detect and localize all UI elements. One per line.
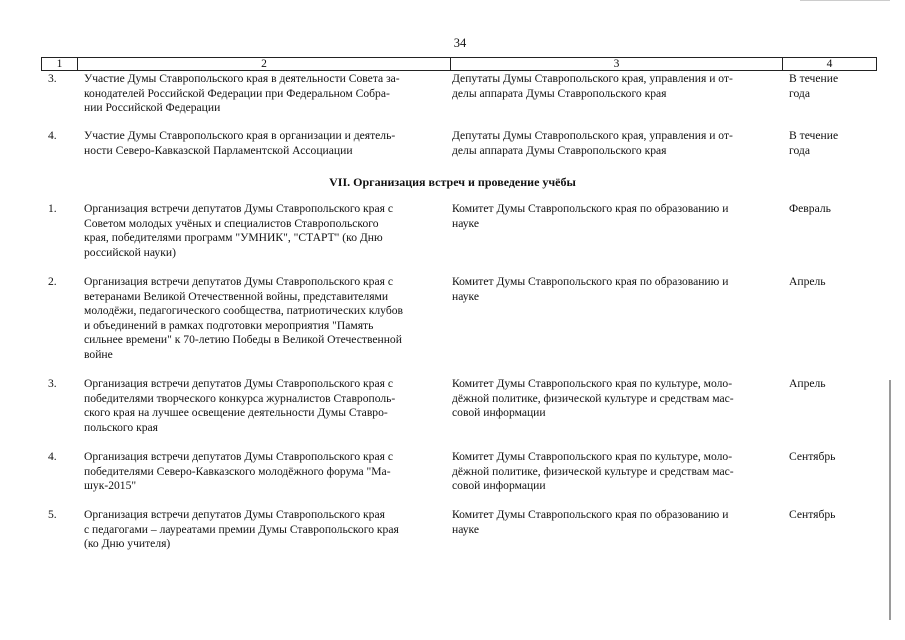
row-term: Февраль (789, 202, 831, 215)
row-description: Организация встречи депутатов Думы Ставропольского края с педагогами – лауреатами премии Думы Ставропольского края (ко Дню учителя) (84, 508, 399, 551)
row-description: Участие Думы Ставропольского края в деятельности Совета за- конодателей Российской Федерации при Федеральном Собра- нии Российской Федерации (84, 72, 400, 115)
row-responsible: Комитет Думы Ставропольского края по культуре, моло- дёжной политике, физической культуре и средствам мас- совой информации (452, 450, 734, 493)
row-responsible: Комитет Думы Ставропольского края по образованию и науке (452, 508, 729, 536)
section-title: VII. Организация встреч и проведение учёбы (329, 175, 576, 189)
row-number: 3. (48, 377, 57, 390)
row-number: 3. (48, 72, 57, 85)
scan-edge-line (889, 380, 891, 620)
row-term: Апрель (789, 377, 826, 390)
row-number: 4. (48, 450, 57, 463)
row-responsible: Депутаты Думы Ставропольского края, управления и от- делы аппарата Думы Ставропольского края (452, 129, 733, 157)
row-term: В течение года (789, 72, 839, 100)
row-responsible: Депутаты Думы Ставропольского края, управления и от- делы аппарата Думы Ставропольского края (452, 72, 733, 100)
scan-edge-mark (800, 0, 890, 1)
row-term: Сентябрь (789, 450, 836, 463)
row-term: В течение года (789, 129, 839, 157)
column-header-2: 2 (261, 58, 267, 70)
row-description: Организация встречи депутатов Думы Ставропольского края с Советом молодых учёных и специалистов Ставропольского края, победителями программ "УМНИК", "СТАРТ" (ко Дню российской науки) (84, 202, 393, 259)
row-number: 4. (48, 129, 57, 142)
row-description: Организация встречи депутатов Думы Ставропольского края с победителями Северо-Кавказского молодёжного форума "Ма- шук-2015" (84, 450, 393, 493)
row-number: 2. (48, 275, 57, 288)
row-responsible: Комитет Думы Ставропольского края по культуре, моло- дёжной политике, физической культуре и средствам мас- совой информации (452, 377, 734, 420)
row-number: 5. (48, 508, 57, 521)
column-header-1: 1 (56, 58, 63, 70)
row-description: Организация встречи депутатов Думы Ставропольского края с победителями творческого конкурса журналистов Ставрополь- ского края на лучшее освещение деятельности Думы Ставро- польского края (84, 377, 396, 434)
row-responsible: Комитет Думы Ставропольского края по образованию и науке (452, 202, 729, 230)
row-number: 1. (48, 202, 57, 215)
page-number: 34 (453, 36, 467, 50)
row-term: Апрель (789, 275, 826, 288)
column-header-4: 4 (826, 58, 833, 70)
row-term: Сентябрь (789, 508, 836, 521)
row-description: Организация встречи депутатов Думы Ставропольского края с ветеранами Великой Отечественной войны, представителями молодёжи, педагогического сообщества, патриотических клубов и объединений в рамках подготовки мероприятия "Память сильнее времени" к 70-летию Победы в Великой Отечественной войне (84, 275, 403, 361)
column-header-3: 3 (613, 58, 620, 70)
row-responsible: Комитет Думы Ставропольского края по образованию и науке (452, 275, 729, 303)
row-description: Участие Думы Ставропольского края в организации и деятель- ности Северо-Кавказской Парламентской Ассоциации (84, 129, 396, 157)
